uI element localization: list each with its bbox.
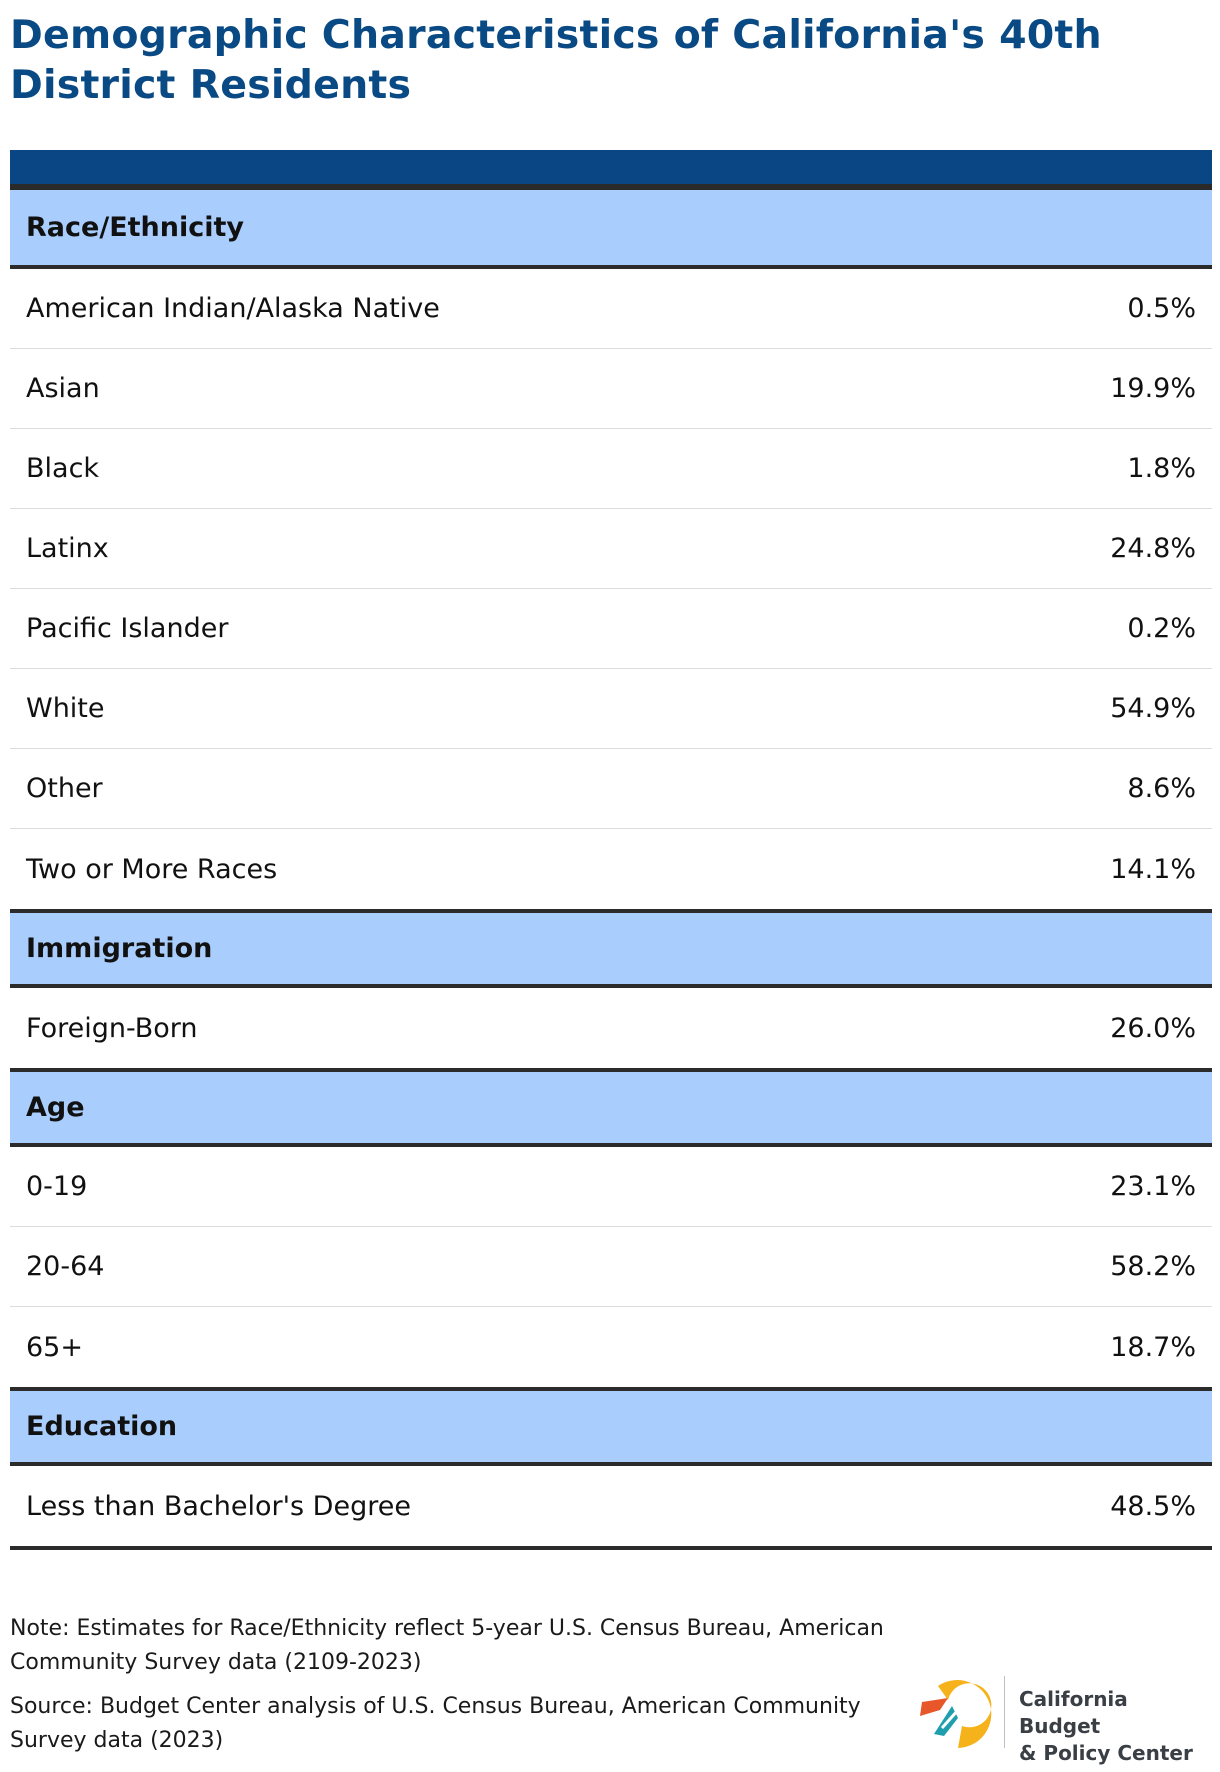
table-row	[10, 1307, 1212, 1387]
row-label: 20-64	[26, 1251, 105, 1282]
table-row	[10, 829, 1212, 909]
logo-mark-icon	[918, 1676, 992, 1750]
table-row	[10, 669, 1212, 749]
page-title: Demographic Characteristics of California's 40th District Residents	[10, 12, 1102, 108]
row-value: 54.9%	[1110, 693, 1196, 724]
table-row	[10, 988, 1212, 1068]
section-heading: Education	[26, 1411, 178, 1442]
row-value: 14.1%	[1110, 853, 1196, 885]
table-header-bar	[10, 150, 1212, 184]
row-label: Asian	[26, 373, 100, 404]
report-container	[10, 0, 1212, 1522]
row-label: American Indian/Alaska Native	[26, 293, 440, 324]
row-label: Pacific Islander	[26, 613, 229, 644]
row-label: Other	[26, 773, 103, 804]
row-label: 65+	[26, 1331, 83, 1363]
row-value: 1.8%	[1127, 453, 1196, 484]
table-bottom-rule	[10, 1546, 1212, 1550]
row-label: White	[26, 693, 105, 724]
footnotes	[10, 1612, 910, 1768]
row-value: 8.6%	[1127, 773, 1196, 804]
row-label: Two or More Races	[26, 853, 278, 885]
row-value: 0.5%	[1127, 293, 1196, 324]
row-value: 24.8%	[1110, 533, 1196, 564]
row-value: 48.5%	[1110, 1490, 1196, 1522]
section-header	[10, 1387, 1212, 1466]
table-row	[10, 349, 1212, 429]
source-text: Source: Budget Center analysis of U.S. Census Bureau, American Community Survey data (2023)	[10, 1694, 861, 1753]
logo-orange-shape	[920, 1698, 948, 1716]
table-row	[10, 1466, 1212, 1546]
logo-divider	[1004, 1676, 1005, 1748]
row-label: Less than Bachelor's Degree	[26, 1490, 411, 1522]
row-value: 26.0%	[1110, 1012, 1196, 1044]
logo-line-2: & Policy Center	[1019, 1741, 1193, 1765]
section-header	[10, 190, 1212, 269]
table-row	[10, 749, 1212, 829]
cbpc-logo	[918, 1672, 1210, 1765]
section-heading: Age	[26, 1092, 85, 1123]
section-heading: Race/Ethnicity	[26, 212, 245, 243]
row-label: 0-19	[26, 1171, 88, 1202]
table-row	[10, 509, 1212, 589]
table-row	[10, 429, 1212, 509]
logo-yellow-arc	[938, 1680, 991, 1748]
row-label: Foreign-Born	[26, 1012, 198, 1044]
section-header	[10, 1068, 1212, 1147]
row-value: 0.2%	[1127, 613, 1196, 644]
section-heading: Immigration	[26, 933, 213, 964]
demographics-table	[10, 190, 1212, 1550]
note-text: Note: Estimates for Race/Ethnicity reflect 5-year U.S. Census Bureau, American Community Survey data (2109-2023)	[10, 1616, 884, 1675]
table-row	[10, 589, 1212, 669]
row-label: Latinx	[26, 533, 109, 564]
table-row	[10, 269, 1212, 349]
section-header	[10, 909, 1212, 988]
table-row	[10, 1227, 1212, 1307]
row-value: 23.1%	[1110, 1171, 1196, 1202]
row-value: 18.7%	[1110, 1331, 1196, 1363]
logo-line-1: California Budget	[1019, 1687, 1128, 1738]
row-label: Black	[26, 453, 100, 484]
table-row	[10, 1147, 1212, 1227]
row-value: 19.9%	[1110, 373, 1196, 404]
row-value: 58.2%	[1110, 1251, 1196, 1282]
logo-text	[1019, 1686, 1210, 1767]
